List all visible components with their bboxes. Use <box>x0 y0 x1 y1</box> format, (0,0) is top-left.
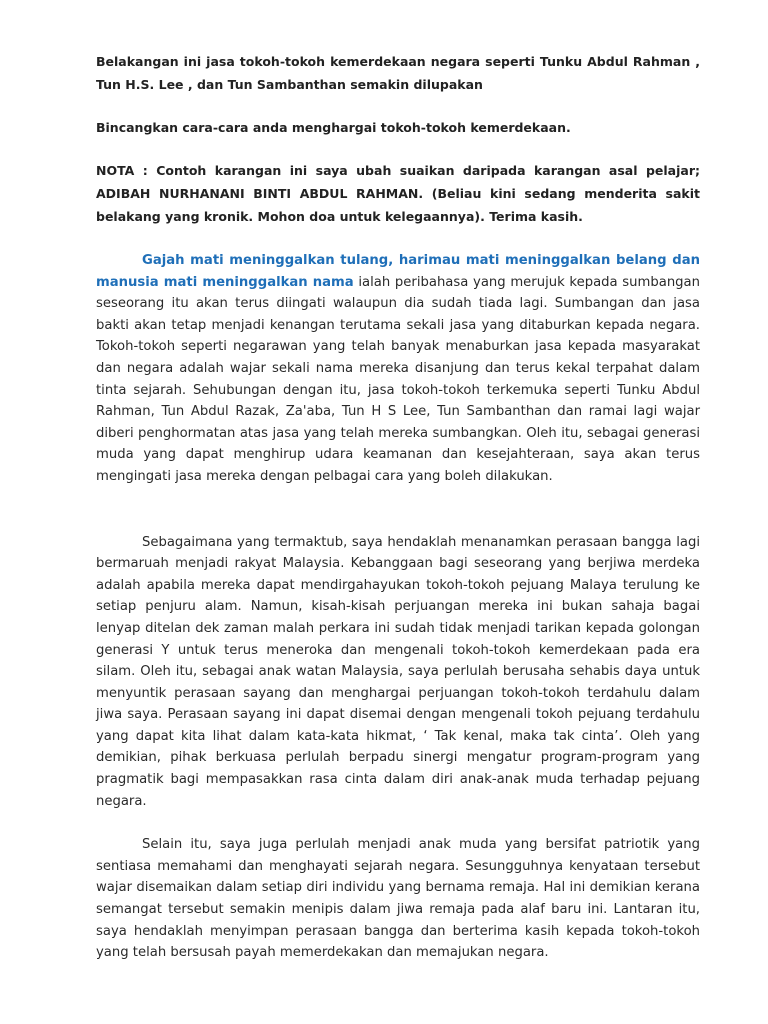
document-page <box>96 50 700 964</box>
paragraph-introduction <box>96 250 700 488</box>
paragraph-introduction-text: ialah peribahasa yang merujuk kepada sumbangan seseorang itu akan terus diingati walaupun dia sudah tiada lagi. Sumbangan dan jasa bakti akan tetap menjadi kenangan terutama sekali jasa yang ditaburkan kepada negara. Tokoh-tokoh seperti negarawan yang telah banyak menaburkan jasa kepada masyarakat dan negara adalah wajar sekali nama mereka disanjung dan terus kekal terpahat dalam tinta sejarah. Sehubungan dengan itu, jasa tokoh-tokoh terkemuka seperti Tunku Abdul Rahman, Tun Abdul Razak, Za'aba, Tun H S Lee, Tun Sambanthan dan ramai lagi wajar diberi penghormatan atas jasa yang telah mereka sumbangkan. Oleh itu, sebagai generasi muda yang dapat menghirup udara keamanan dan kesejahteraan, saya akan terus mengingati jasa mereka dengan pelbagai cara yang boleh dilakukan. <box>96 274 700 484</box>
peribahasa-highlight: Gajah mati meninggalkan tulang, harimau mati meninggalkan belang dan manusia mati meninggalkan nama <box>96 253 700 290</box>
author-note: NOTA : Contoh karangan ini saya ubah suaikan daripada karangan asal pelajar; ADIBAH NURHANANI BINTI ABDUL RAHMAN. (Beliau kini sedang menderita sakit belakang yang kronik. Mohon doa untuk kelegaannya). Terima kasih. <box>96 163 700 224</box>
essay-topic: Belakangan ini jasa tokoh-tokoh kemerdekaan negara seperti Tunku Abdul Rahman , Tun H.S. Lee , dan Tun Sambanthan semakin dilupakan <box>96 54 700 92</box>
paragraph-body-1: Sebagaimana yang termaktub, saya hendaklah menanamkan perasaan bangga lagi bermaruah menjadi rakyat Malaysia. Kebanggaan bagi seseorang yang berjiwa merdeka adalah apabila mereka dapat mendirgahayukan tokoh-tokoh pejuang Malaya terulung ke setiap penjuru alam. Namun, kisah-kisah perjuangan mereka ini bukan sahaja bagai lenyap ditelan dek zaman malah perkara ini sudah tidak menjadi tarikan kepada golongan generasi Y untuk terus meneroka dan mengenali tokoh-tokoh kemerdekaan pada era silam. Oleh itu, sebagai anak watan Malaysia, saya perlulah berusaha sehabis daya untuk menyuntik perasaan sayang dan menghargai perjuangan tokoh-tokoh terdahulu dalam jiwa saya. Perasaan sayang ini dapat disemai dengan mengenali tokoh pejuang terdahulu yang dapat kita lihat dalam kata-kata hikmat, ‘ Tak kenal, maka tak cinta’. Oleh yang demikian, pihak berkuasa perlulah berpadu sinergi mengatur program-program yang pragmatik bagi mempasakkan rasa cinta dalam diri anak-anak muda terhadap pejuang negara. <box>96 534 700 809</box>
paragraph-body-2: Selain itu, saya juga perlulah menjadi anak muda yang bersifat patriotik yang sentiasa memahami dan menghayati sejarah negara. Sesungguhnya kenyataan tersebut wajar disemaikan dalam setiap diri individu yang bernama remaja. Hal ini demikian kerana semangat tersebut semakin menipis dalam jiwa remaja pada alaf baru ini. Lantaran itu, saya hendaklah menyimpan perasaan bangga dan berterima kasih kepada tokoh-tokoh yang telah bersusah payah memerdekakan dan memajukan negara. <box>96 837 700 961</box>
essay-prompt: Bincangkan cara-cara anda menghargai tokoh-tokoh kemerdekaan. <box>96 120 571 135</box>
